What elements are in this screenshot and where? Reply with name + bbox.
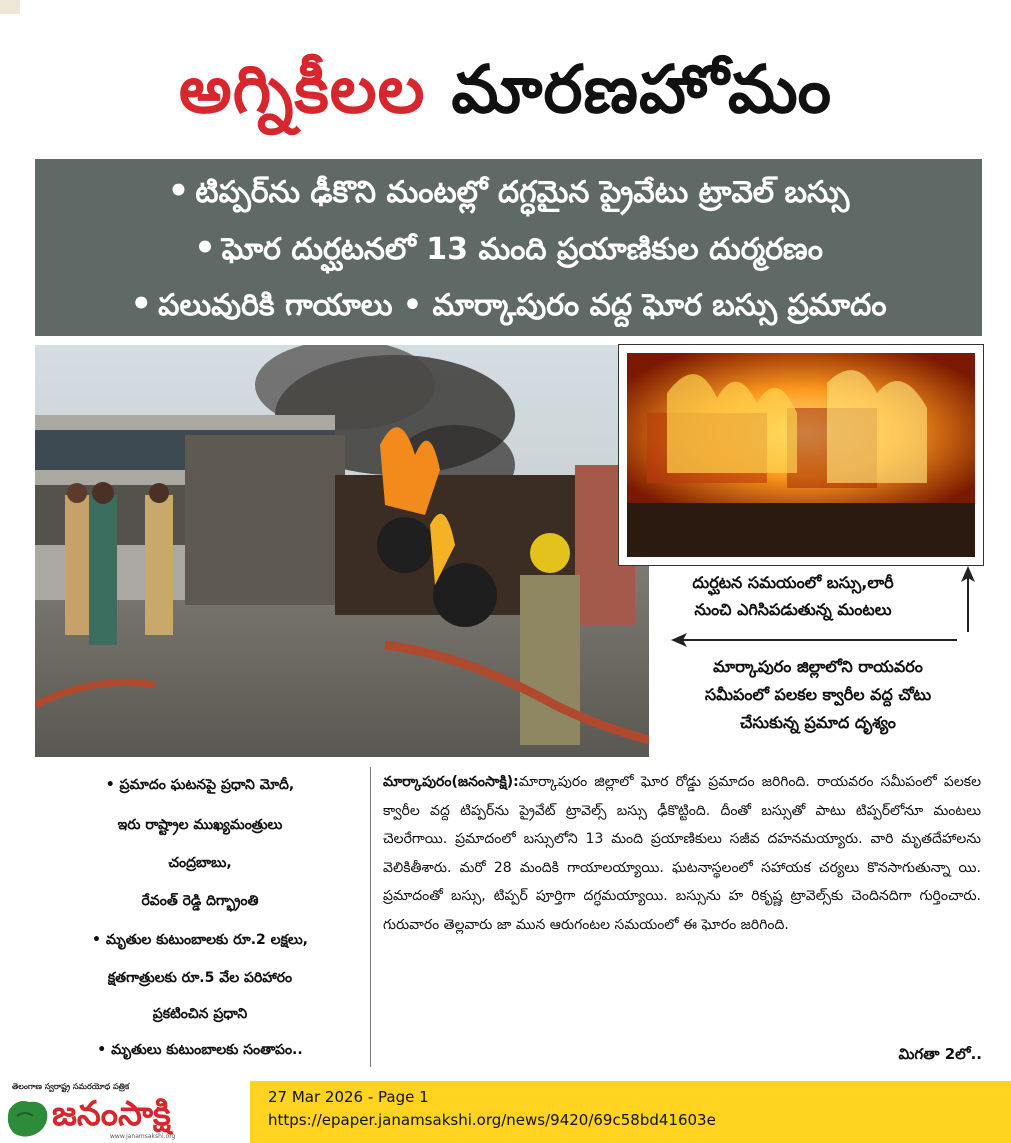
side-point-line: • మృతుల కుటుంబాలకు రూ.2 లక్షలు,: [92, 932, 308, 948]
main-caption-line-3: చేసుకున్న ప్రమాద దృశ్యం: [740, 713, 896, 732]
side-point-line: ప్రకటించిన ప్రధాని: [152, 1006, 248, 1022]
inset-caption-line-2: నుంచి ఎగిసిపడుతున్న మంటలు: [694, 600, 892, 619]
sub-bullet-3: • పలువురికి గాయాలు • మార్కాపురం వద్ద ఘోర బస్సు ప్రమాదం: [130, 284, 887, 324]
inset-caption-line-1: దుర్ఘటన సమయంలో బస్సు,లారీ: [692, 573, 894, 592]
newspaper-logo: [0, 1078, 250, 1143]
logo-tagline: తెలంగాణ స్వరాష్ట్ర సమరయోధ పత్రిక: [12, 1082, 130, 1091]
side-point-line: క్షతగాత్రులకు రూ.5 వేల పరిహారం: [107, 970, 293, 986]
footer-url[interactable]: https://epaper.janamsakshi.org/news/9420/69c58bd41603e: [268, 1111, 716, 1129]
sub-bullet-1: • టిప్పర్‌ను ఢీకొని మంటల్లో దగ్ధమైన ప్రైవేటు ట్రావెల్ బస్సు: [167, 171, 850, 211]
sub-headline-box: [35, 159, 982, 336]
accident-scene-illustration: [35, 345, 649, 757]
side-points: [35, 767, 365, 1067]
sub-bullet-2: • ఘోర దుర్ఘటనలో 13 మంది ప్రయాణికుల దుర్మరణం: [194, 228, 823, 268]
top-strip: [0, 0, 1011, 14]
side-point-line: ఇరు రాష్ట్రాల ముఖ్యమంత్రులు: [117, 817, 283, 833]
main-photo-caption: [655, 653, 981, 737]
footer-bar: [250, 1081, 1011, 1143]
side-point-line: రేవంత్ రెడ్డి దిగ్భ్రాంతి: [141, 893, 259, 909]
fire-illustration: [627, 353, 975, 557]
footer-date-page: 27 Mar 2026 - Page 1: [268, 1088, 429, 1106]
main-caption-line-2: సమీపంలో పలకల క్వారీల వద్ద చోటు: [704, 685, 932, 704]
logo-site: www.janamsakshi.org: [110, 1133, 176, 1140]
bullet-dot: •: [167, 171, 190, 211]
headline-part-red: అగ్నికీలల: [178, 51, 426, 128]
bullet-dot: •: [194, 228, 216, 268]
story-dateline: మార్కాపురం(జనంసాక్షి):: [383, 774, 519, 790]
inset-caption: [628, 569, 958, 623]
side-point-line: • మృతులు కుటుంబాలకు సంతాపం..: [97, 1042, 303, 1058]
logo-name: జనంసాక్షి: [52, 1094, 171, 1134]
side-point-line: చంద్రబాబు,: [168, 855, 232, 871]
page-edge-mark: [0, 0, 20, 14]
column-divider: [370, 767, 371, 1067]
accident-scene-photo: [35, 345, 649, 757]
main-caption-line-1: మార్కాపురం జిల్లాలోని రాయవరం: [713, 657, 923, 676]
continued-marker: మిగతా 2లో..: [898, 1045, 982, 1063]
bullet-dot: •: [130, 284, 153, 324]
headline: [0, 30, 1011, 150]
news-story: [383, 768, 981, 940]
story-body: మార్కాపురం జిల్లాలో ఘోర రోడ్డు ప్రమాదం జరిగింది. రాయవరం సమీపంలో పలకల క్వారీల వద్ద టిప్పర్‌ను ప్రైవేట్ ట్రావెల్స్ బస్సు ఢీకొట్టింది. దీంతో బస్సుతో పాటు టిప్పర్‌లోనూ మంటలు చెలరేగాయి. ప్రమాదంలో బస్సులోని 13 మంది ప్రయాణికులు సజీవ దహనమయ్యారు. వారి మృతదేహాలను వెలికితీశారు. మరో 28 మందికి గాయాలయ్యాయి. ఘటనాస్థలంలో సహాయక చర్యలు కొనసాగుతున్నా యి. ప్రమాదంతో బస్సు, టిప్పర్ పూర్తిగా దగ్ధమయ్యాయి. బస్సును హ రికృష్ణ ట్రావెల్స్‌కు చెందినదిగా గుర్తించారు. గురువారం తెల్లవారు జా మున ఆరుగంటల సమయంలో ఈ ఘోరం జరిగింది.: [383, 774, 981, 933]
arrow-left-icon: [671, 633, 957, 647]
telangana-map-icon: [3, 1096, 51, 1140]
side-point-line: • ప్రమాదం ఘటనపై ప్రధాని మోదీ,: [105, 777, 295, 793]
headline-part-black: మారణహోమం: [451, 51, 833, 128]
arrow-up-icon: [958, 566, 978, 634]
fire-inset-photo: [618, 344, 984, 566]
